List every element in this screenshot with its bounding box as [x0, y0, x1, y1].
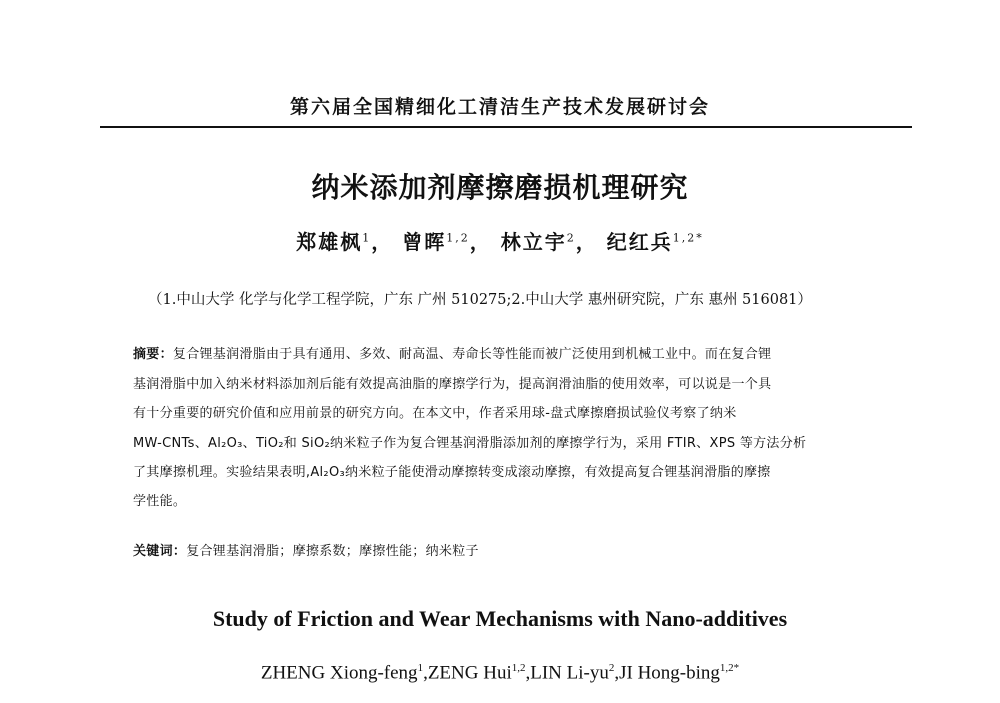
abstract-label: 摘要： [133, 347, 173, 362]
author-list [0, 226, 1000, 255]
author: 郑雄枫$^1$， [296, 230, 394, 254]
author: 纪红兵$^{1,2*}$ [606, 230, 704, 254]
paper-title: 纳米添加剂摩擦磨损机理研究 [311, 171, 689, 204]
english-title: Study of Friction and Wear Mechanisms with Nano-additives [212, 606, 788, 631]
abstract-line: 基润滑脂中加入纳米材料添加剂后能有效提高油脂的摩擦学行为，提高润滑油脂的使用效率，可以说是一个具 [133, 377, 772, 392]
abstract-line: 了其摩擦机理。实验结果表明,Al₂O₃纳米粒子能使滑动摩擦转变成滚动摩擦，有效提高复合锂基润滑脂的摩擦 [133, 465, 771, 480]
header-rule [100, 126, 912, 128]
keywords: 关键词：复合锂基润滑脂；摩擦系数；摩擦性能；纳米粒子 [133, 544, 479, 559]
author: 林立宇$^2$， [500, 230, 598, 254]
abstract-line: 摘要：复合锂基润滑脂由于具有通用、多效、耐高温、寿命长等性能而被广泛使用到机械工业中。而在复合锂 [133, 347, 772, 362]
english-author-list: ZHENG Xiong-feng$^1$,ZENG Hui$^{1,2}$,LIN $Li-yu^2,JI$ Hong-bing$^{1,2*}$ [260, 662, 740, 684]
author: 曾晖$^{1,2}$， [402, 230, 492, 254]
abstract-line: 有十分重要的研究价值和应用前景的研究方向。在本文中，作者采用球-盘式摩擦磨损试验仪考察了纳米 [133, 406, 737, 421]
affiliation: （1.中山大学 化学与化学工程学院，广东 广州 510275;2.中山大学 惠州研究院，广东 惠州 516081） [148, 292, 812, 308]
abstract-line: MW-CNTs、Al₂O₃、TiO₂和 SiO₂纳米粒子作为复合锂基润滑脂添加剂的摩擦学行为，采用 FTIR、XPS 等方法分析 [133, 436, 807, 451]
abstract-line: 学性能。 [133, 494, 187, 509]
keywords-label: 关键词： [133, 544, 187, 559]
conference-header: 第六届全国精细化工清洁生产技术发展研讨会 [289, 96, 710, 118]
